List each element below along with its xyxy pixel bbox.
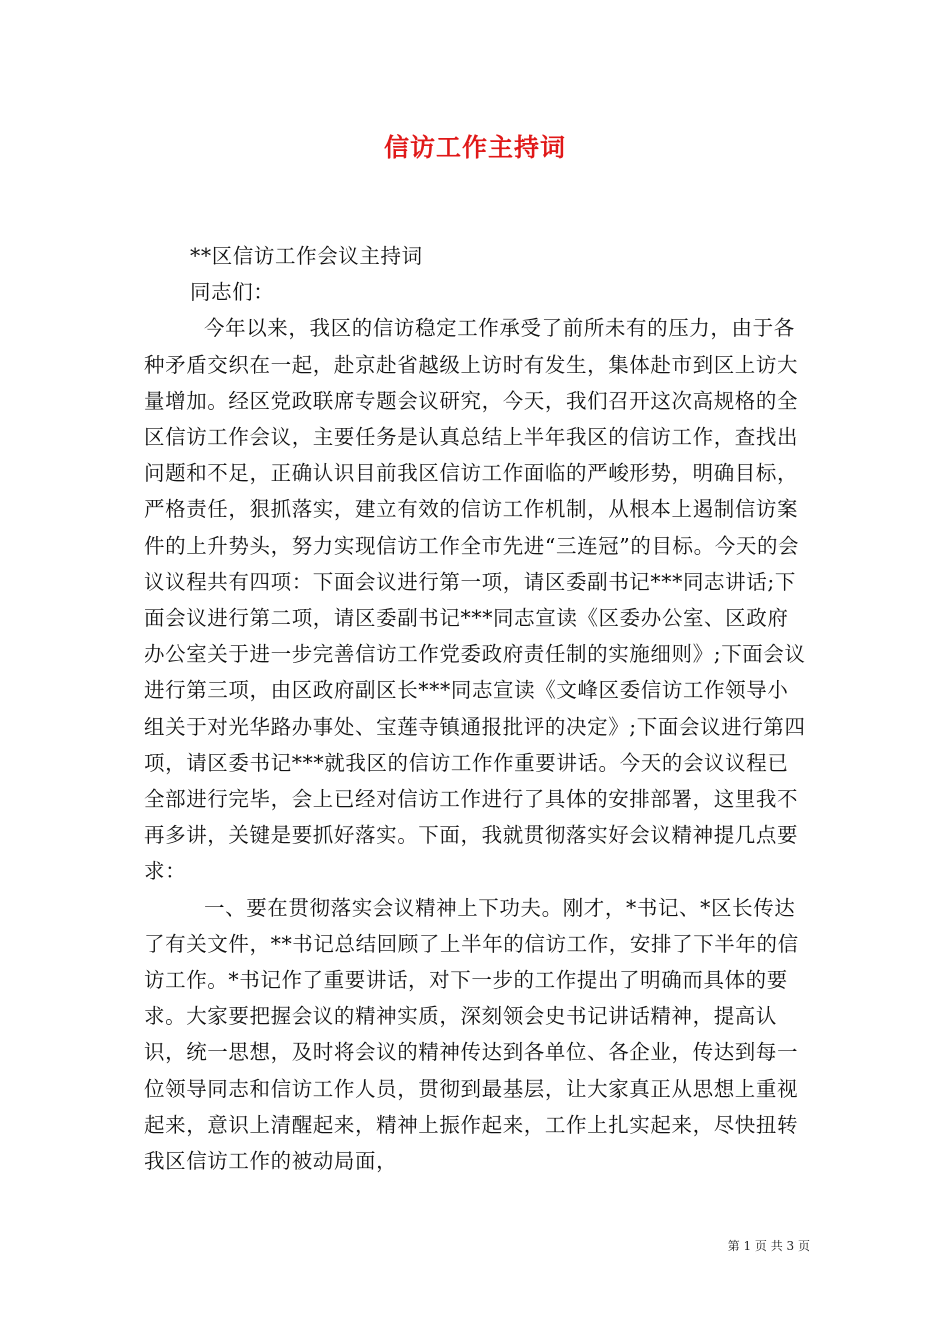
page-number: 第 1 页 共 3 页 — [727, 1239, 810, 1253]
greeting: 同志们： — [190, 280, 275, 305]
paragraph-1: 今年以来，我区的信访稳定工作承受了前所未有的压力，由于各种矛盾交织在一起，赴京赴省越级上访时有发生，集体赴市到区上访大量增加。经区党政联席专题会议研究，今天，我们召开这次高规格的全区信访工作会议，主要任务是认真总结上半年我区的信访工作，查找出问题和不足，正确认识目前我区信访工作面临的严峻形势，明确目标，严格责任，狠抓落实，建立有效的信访工作机制，从根本上遏制信访案件的上升势头，努力实现信访工作全市先进“三连冠”的目标。今天的会议议程共有四项：下面会议进行第一项，请区委副书记***同志讲话;下面会议进行第二项，请区委副书记***同志宣读《区委办公室、区政府办公室关于进一步完善信访工作党委政府责任制的实施细则》;下面会议进行第三项，由区政府副区长***同志宣读《文峰区委信访工作领导小组关于对光华路办事处、宝莲寺镇通报批评的决定》;下面会议进行第四项，请区委书记***就我区的信访工作作重要讲话。今天的会议议程已全部进行完毕，会上已经对信访工作进行了具体的安排部署，这里我不再多讲，关键是要抓好落实。下面，我就贯彻落实好会议精神提几点要求： — [144, 316, 806, 884]
document-title: 信访工作主持词 — [383, 133, 566, 162]
paragraph-2: 一、要在贯彻落实会议精神上下功夫。刚才，*书记、*区长传达了有关文件，**书记总结回顾了上半年的信访工作，安排了下半年的信访工作。*书记作了重要讲话，对下一步的工作提出了明确而具体的要求。大家要把握会议的精神实质，深刻领会史书记讲话精神，提高认识，统一思想，及时将会议的精神传达到各单位、各企业，传达到每一位领导同志和信访工作人员，贯彻到最基层，让大家真正从思想上重视起来，意识上清醒起来，精神上振作起来，工作上扎实起来，尽快扭转我区信访工作的被动局面， — [144, 895, 799, 1174]
document-subtitle: **区信访工作会议主持词 — [190, 244, 423, 268]
document-body — [144, 238, 806, 1179]
